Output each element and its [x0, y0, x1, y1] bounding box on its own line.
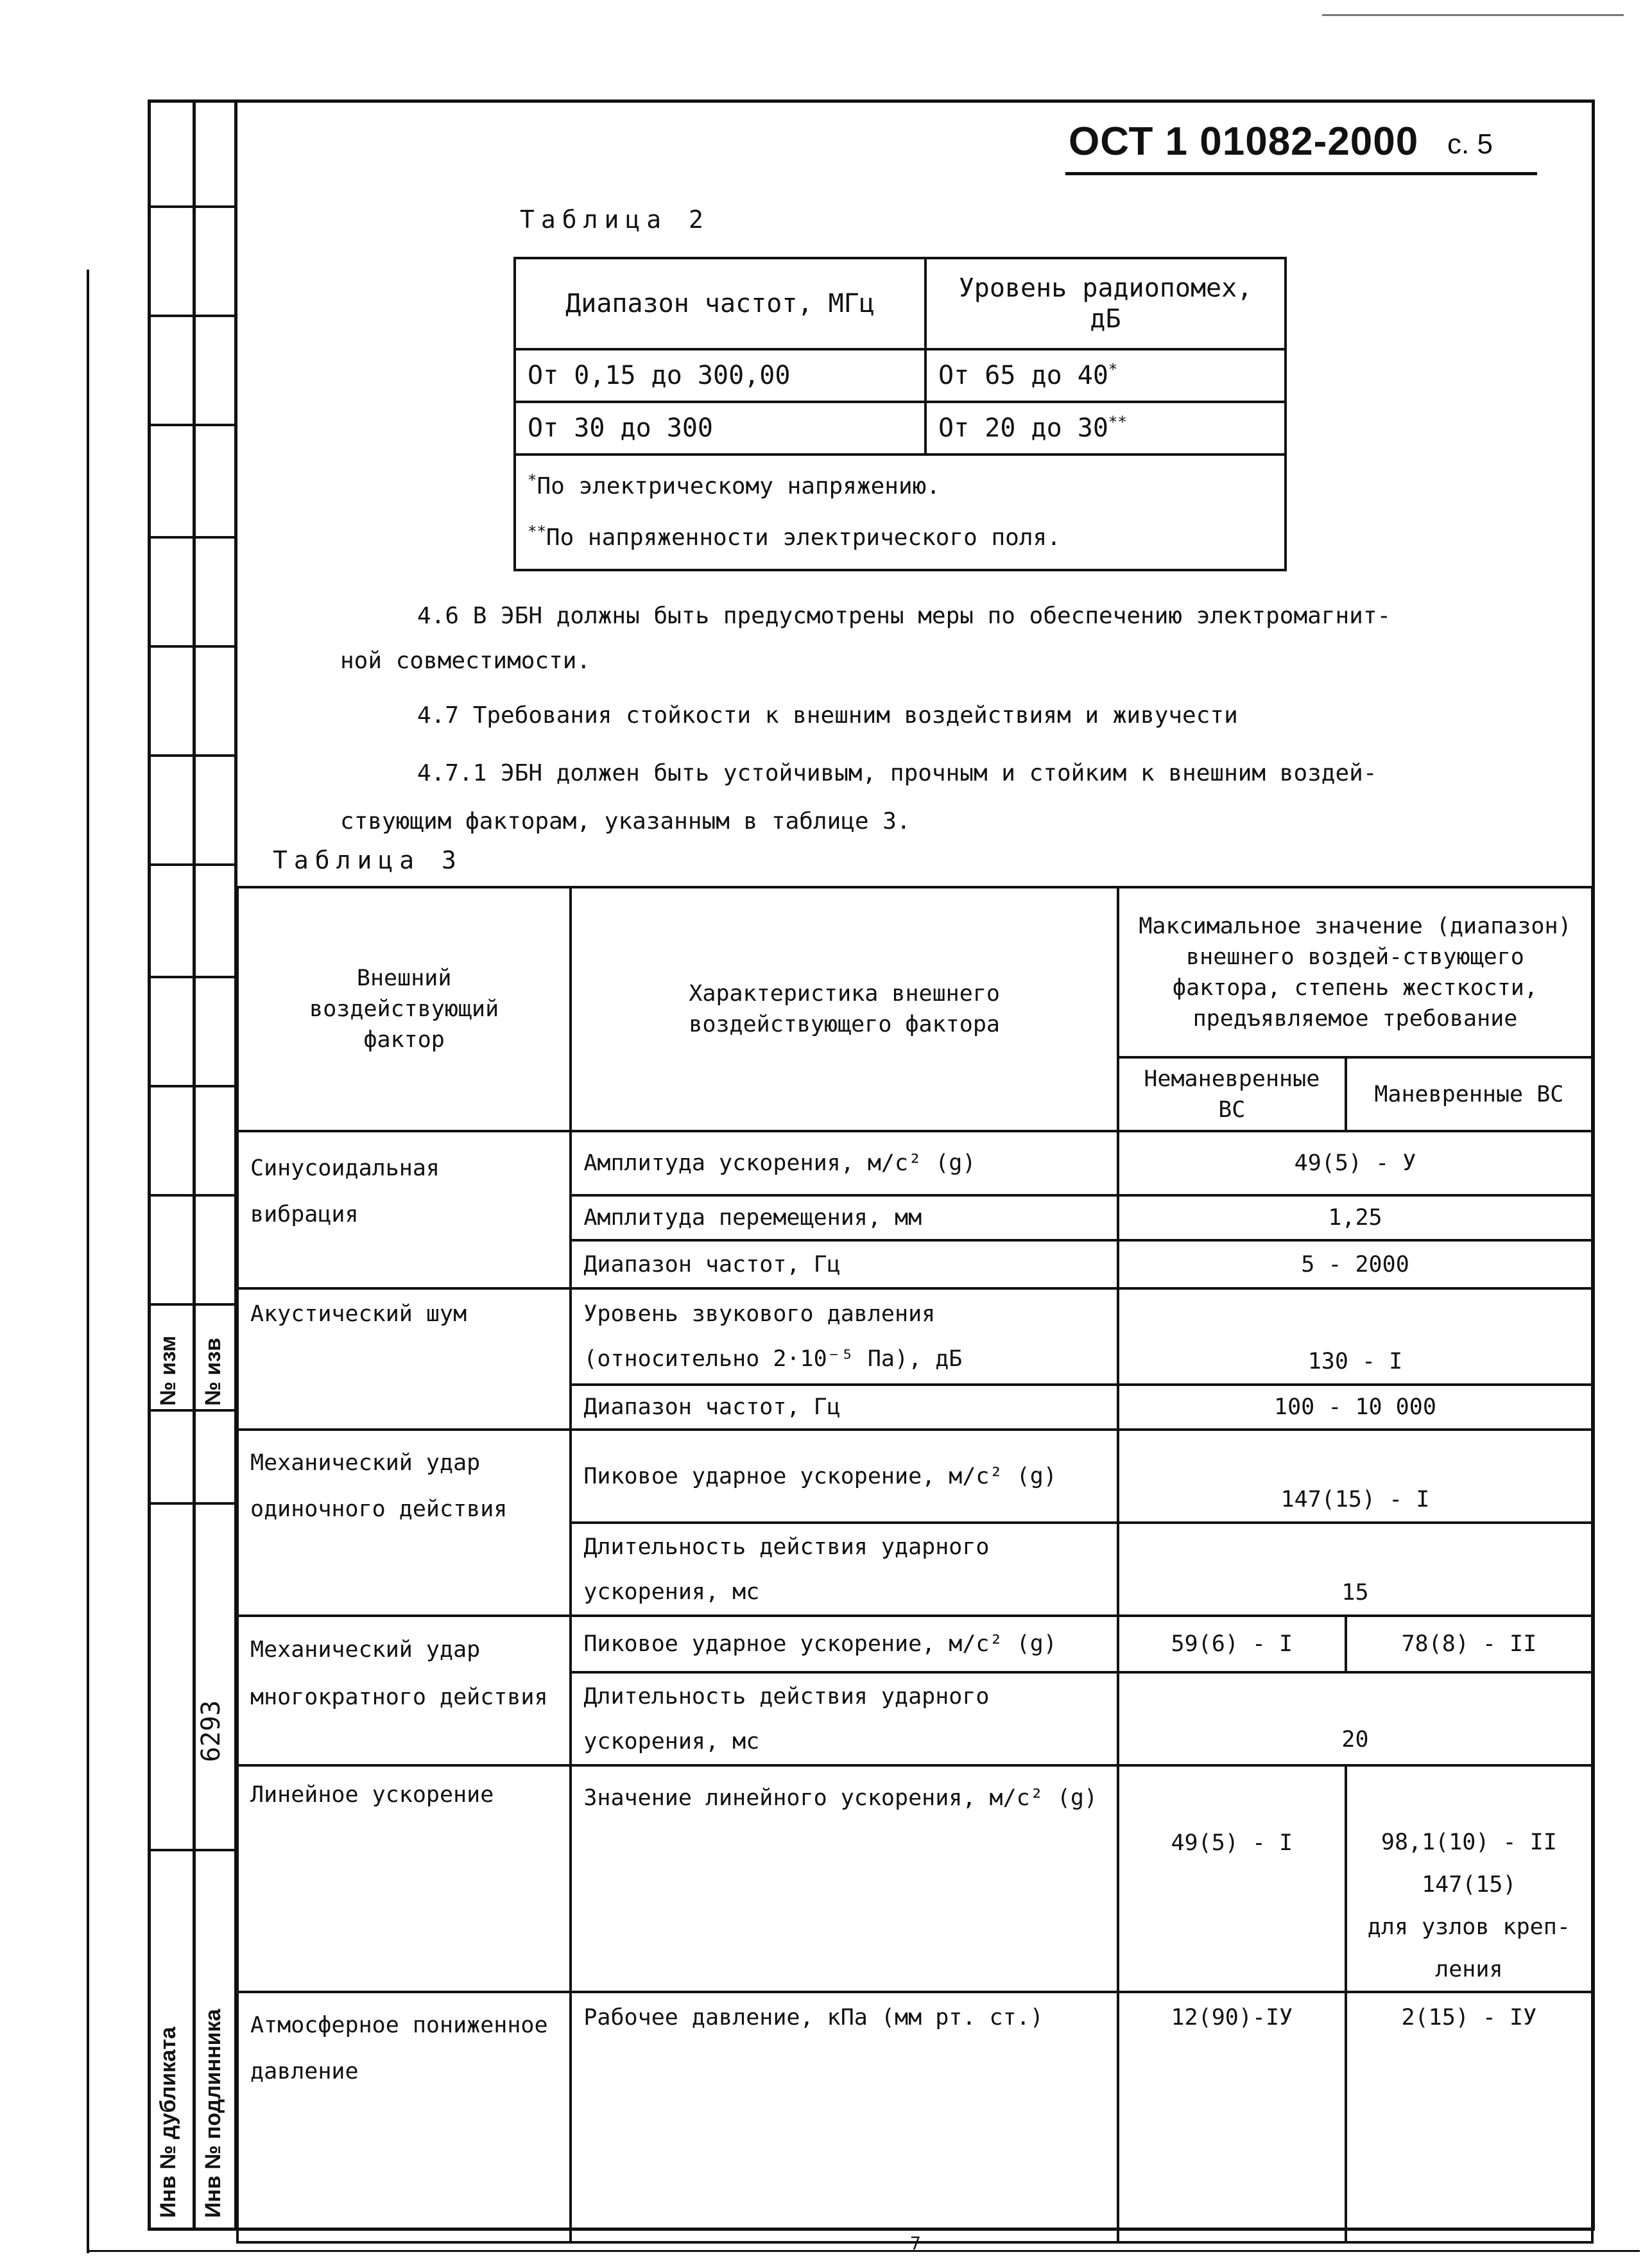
document-code: ОСТ 1 01082-2000	[1069, 119, 1419, 164]
table3-value: 15	[1118, 1523, 1592, 1616]
table2-header-level: Уровень радиопомех, дБ	[925, 258, 1286, 349]
table3-value: 78(8) - II	[1346, 1616, 1592, 1672]
table3-characteristic: Длительность действия ударного ускорения, мс	[571, 1523, 1118, 1616]
table3-value: 2(15) - IУ	[1346, 1992, 1592, 2242]
table-row	[237, 1992, 1592, 2242]
table3-characteristic: Амплитуда перемещения, мм	[571, 1195, 1118, 1240]
stamp-izv-label: № изв	[201, 1337, 225, 1406]
table3-factor: Механический удар одиночного действия	[237, 1430, 571, 1616]
table2-caption: Таблица 2	[520, 205, 710, 234]
page-number: 7	[910, 2233, 921, 2254]
stamp-inv-number: 6293	[196, 1700, 226, 1762]
scan-bottom-line	[87, 2250, 1640, 2252]
table3-header-maneuver: Маневренные ВС	[1346, 1057, 1592, 1131]
table3-characteristic: Длительность действия ударного ускорения, мс	[571, 1672, 1118, 1765]
table-row	[237, 1288, 1592, 1385]
table-row	[515, 349, 1286, 402]
stamp-inv-dublikata: Инв № дубликата	[156, 2027, 180, 2218]
paragraph-4-7: 4.7 Требования стойкости к внешним воздействиям и живучести	[417, 702, 1238, 729]
table2-note: **По напряженности электрического поля.	[528, 523, 1061, 551]
table2-note: *По электрическому напряжению.	[528, 471, 940, 499]
table3-value: 5 - 2000	[1118, 1240, 1592, 1288]
table3-characteristic: Диапазон частот, Гц	[571, 1385, 1118, 1430]
table3-value: 130 - I	[1118, 1288, 1592, 1385]
table2-cell-range: От 0,15 до 300,00	[515, 349, 925, 402]
paragraph-4-6-line2: ной совместимости.	[340, 648, 591, 674]
table-row	[237, 1616, 1592, 1672]
table3	[236, 886, 1594, 2244]
table3-value: 49(5) - I	[1118, 1765, 1346, 1992]
table3-characteristic: Рабочее давление, кПа (мм рт. ст.)	[571, 1992, 1118, 2242]
table3-factor: Акустический шум	[237, 1288, 571, 1430]
table3-header-characteristic: Характеристика внешнего воздействующего фактора	[571, 887, 1118, 1131]
scan-left-line	[87, 270, 89, 2253]
table2-cell-level: От 65 до 40*	[925, 349, 1286, 402]
table-row	[237, 1765, 1592, 1992]
table3-value: 147(15) - I	[1118, 1430, 1592, 1523]
table3-characteristic: Амплитуда ускорения, м/с² (g)	[571, 1131, 1118, 1195]
page-label: с. 5	[1447, 128, 1493, 160]
table2-notes	[515, 454, 1286, 570]
paragraph-4-6-line1: 4.6 В ЭБН должны быть предусмотрены меры по обеспечению электромагнит-	[417, 603, 1391, 629]
table2-cell-range: От 30 до 300	[515, 402, 925, 454]
table3-header-factor: Внешний воздействующий фактор	[237, 887, 571, 1131]
table3-header-max-value: Максимальное значение (диапазон) внешнего воздей-ствующего фактора, степень жесткости, предъявляемое требование	[1118, 887, 1592, 1057]
stamp-inv-podlinnika: Инв № подлинника	[201, 2009, 225, 2218]
table3-characteristic: Диапазон частот, Гц	[571, 1240, 1118, 1288]
paragraph-4-7-1-line1: 4.7.1 ЭБН должен быть устойчивым, прочным и стойким к внешним воздей-	[417, 760, 1377, 786]
table3-characteristic: Пиковое ударное ускорение, м/с² (g)	[571, 1616, 1118, 1672]
table3-factor: Механический удар многократного действия	[237, 1616, 571, 1765]
table3-factor: Атмосферное пониженное давление	[237, 1992, 571, 2242]
table-row	[515, 402, 1286, 454]
table3-characteristic: Пиковое ударное ускорение, м/с² (g)	[571, 1430, 1118, 1523]
table3-factor: Синусоидальная вибрация	[237, 1131, 571, 1288]
table3-value: 12(90)-IУ	[1118, 1992, 1346, 2242]
table-row	[237, 1131, 1592, 1195]
table3-value: 49(5) - У	[1118, 1131, 1592, 1195]
paragraph-4-7-1-line2: ствующим факторам, указанным в таблице 3.	[340, 808, 911, 835]
table3-factor: Линейное ускорение	[237, 1765, 571, 1992]
table3-value-maneuver: 98,1(10) - II 147(15) для узлов креп- ления	[1346, 1765, 1592, 1992]
header-underline	[1065, 172, 1537, 175]
stamp-column-line	[193, 100, 196, 2231]
table3-value: 100 - 10 000	[1118, 1385, 1592, 1430]
table2	[513, 257, 1287, 571]
table3-caption: Таблица 3	[273, 846, 463, 874]
scan-top-mark	[1322, 14, 1624, 16]
table3-header-non-maneuver: Неманевренные ВС	[1118, 1057, 1346, 1131]
table3-characteristic: Уровень звукового давления (относительно 2·10⁻⁵ Па), дБ	[571, 1288, 1118, 1385]
table3-value: 59(6) - I	[1118, 1616, 1346, 1672]
stamp-izm-label: № изм	[156, 1335, 180, 1406]
table3-value: 20	[1118, 1672, 1592, 1765]
table2-header-range: Диапазон частот, МГц	[515, 258, 925, 349]
table-row	[237, 1430, 1592, 1523]
table3-value: 1,25	[1118, 1195, 1592, 1240]
table3-characteristic: Значение линейного ускорения, м/с² (g)	[571, 1765, 1118, 1992]
table2-cell-level: От 20 до 30**	[925, 402, 1286, 454]
